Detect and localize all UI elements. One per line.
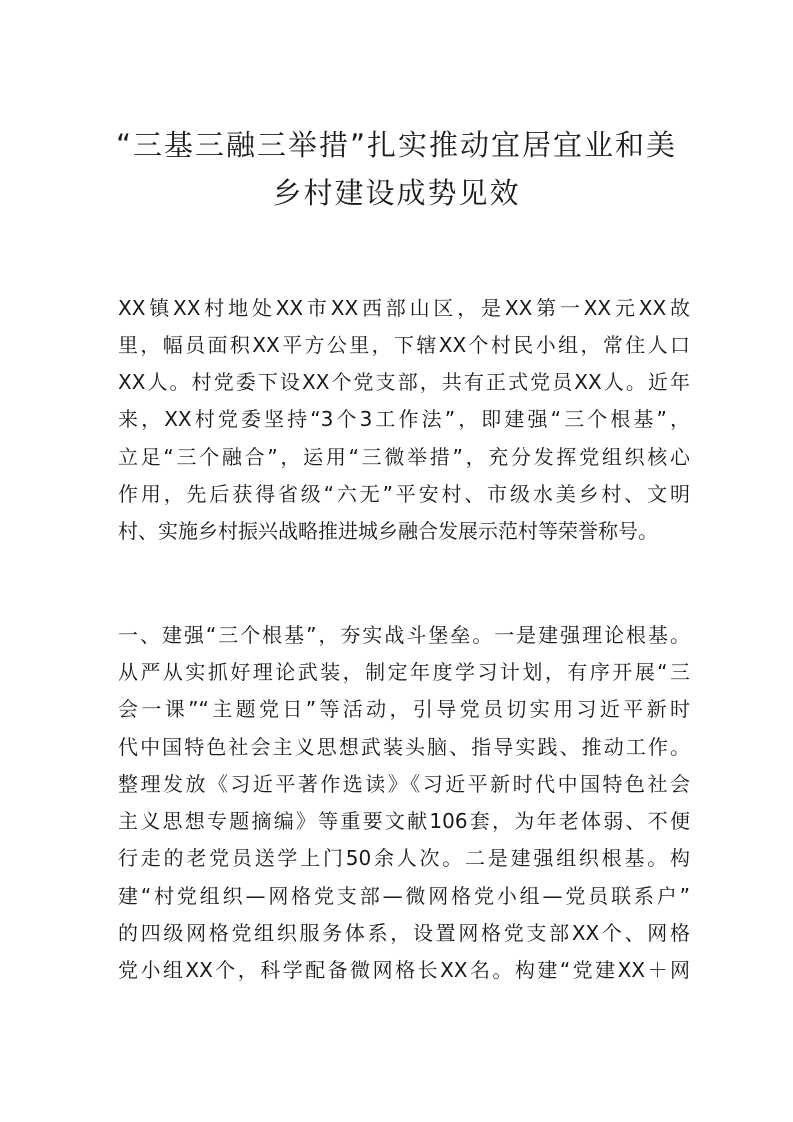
paragraph-1-line: 来，XX村党委坚持“3个3工作法”，即建强“三个根基”， xyxy=(118,407,690,431)
paragraph-2-line: 代中国特色社会主义思想武装头脑、指导实践、推动工作。 xyxy=(118,735,690,759)
paragraph-2-line: 一、建强“三个根基”，夯实战斗堡垒。一是建强理论根基。 xyxy=(118,623,690,647)
paragraph-2-line: 从严从实抓好理论武装，制定年度学习计划，有序开展“三 xyxy=(118,660,690,684)
paragraph-2-line: 会一课”“主题党日”等活动，引导党员切实用习近平新时 xyxy=(118,697,690,721)
paragraph-2-line: 建“村党组织—网格党支部—微网格党小组—党员联系户” xyxy=(118,884,690,908)
paragraph-1-line: 村、实施乡村振兴战略推进城乡融合发展示范村等荣誉称号。 xyxy=(118,519,658,543)
paragraph-2-line: 主义思想专题摘编》等重要文献106套，为年老体弱、不便 xyxy=(118,809,690,833)
paragraph-1-line: XX镇XX村地处XX市XX西部山区，是XX第一XX元XX故 xyxy=(118,296,690,320)
paragraph-2-line: 党小组XX个，科学配备微网格长XX名。构建“党建XX＋网 xyxy=(118,958,690,982)
paragraph-2-line: 整理发放《习近平著作选读》《习近平新时代中国特色社会 xyxy=(118,772,690,796)
paragraph-2-line: 行走的老党员送学上门50余人次。二是建强组织根基。构 xyxy=(118,846,690,870)
document-title-line-2: 乡村建设成势见效 xyxy=(272,176,521,210)
document-title-line-1: “三基三融三举措”扎实推动宜居宜业和美 xyxy=(115,128,678,162)
paragraph-1-line: XX人。村党委下设XX个党支部，共有正式党员XX人。近年 xyxy=(118,370,690,394)
paragraph-2-line: 的四级网格党组织服务体系，设置网格党支部XX个、网格 xyxy=(118,921,690,945)
paragraph-1-line: 立足“三个融合”，运用“三微举措”，充分发挥党组织核心 xyxy=(118,445,690,469)
paragraph-1-line: 作用，先后获得省级“六无”平安村、市级水美乡村、文明 xyxy=(118,482,690,506)
paragraph-1-line: 里，幅员面积XX平方公里，下辖XX个村民小组，常住人口 xyxy=(118,333,690,357)
